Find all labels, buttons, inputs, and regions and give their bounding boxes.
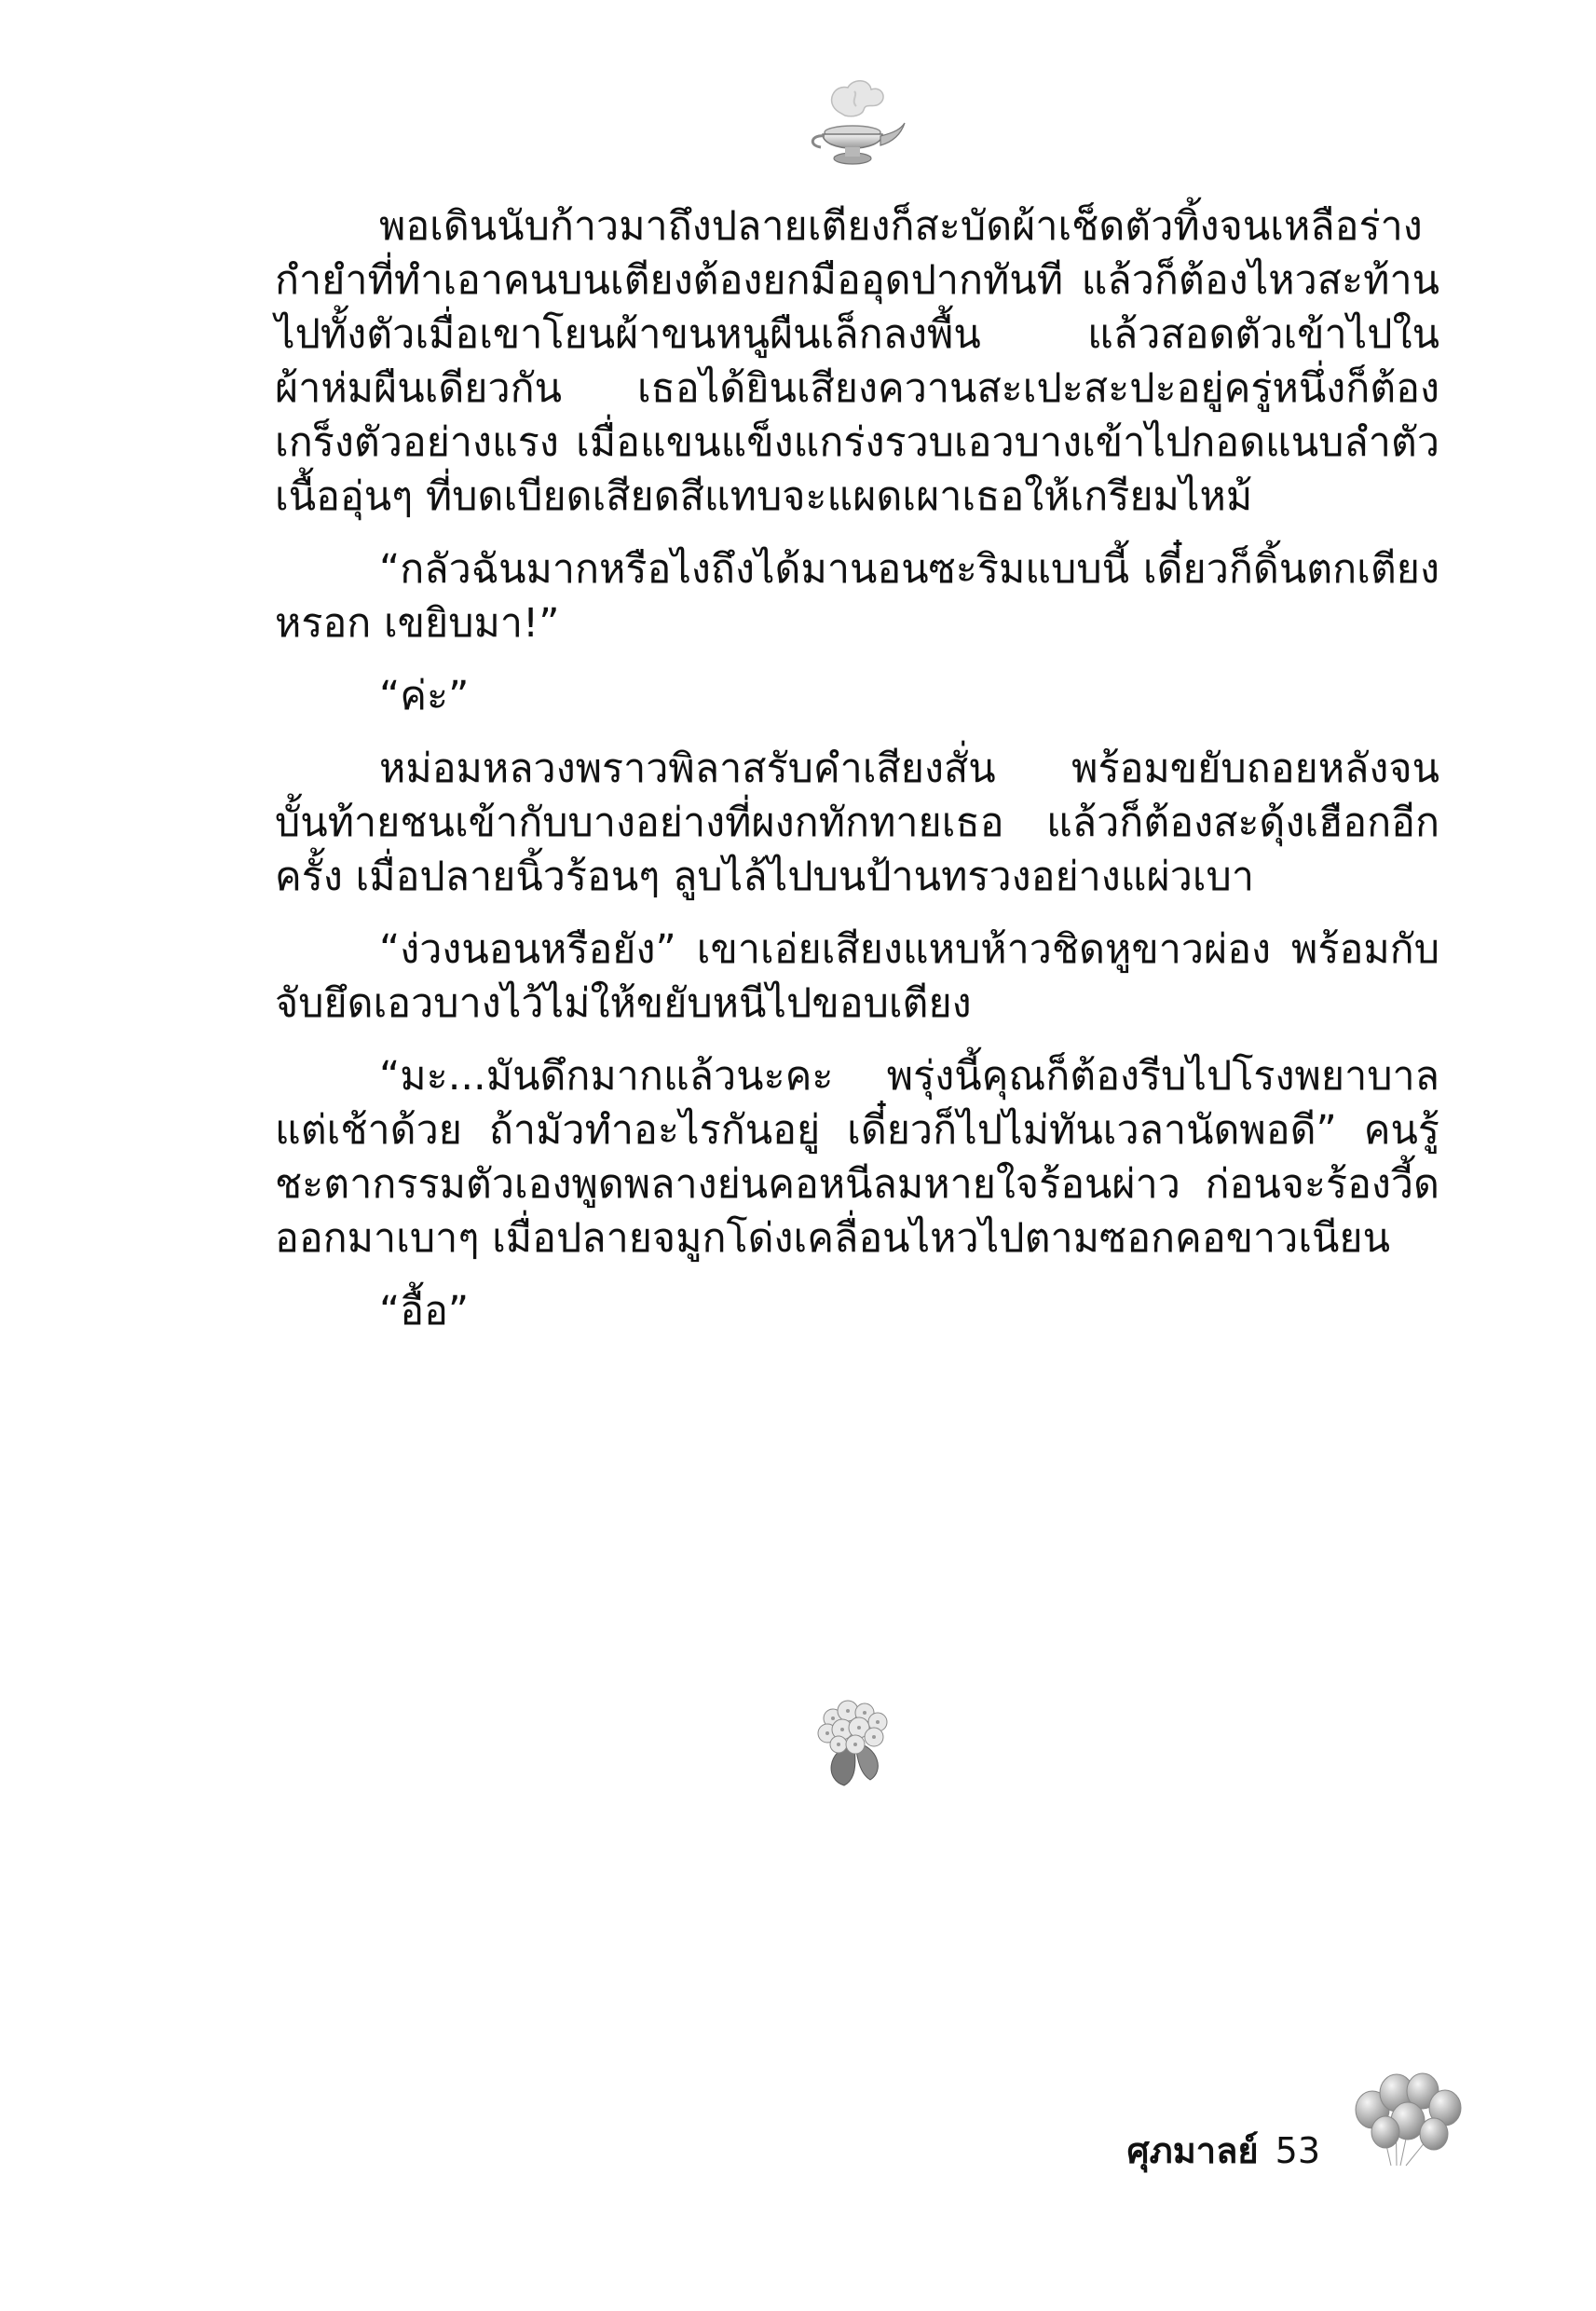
- hydrangea-flower-icon: [788, 1687, 919, 1789]
- page-footer: [1127, 2069, 1475, 2171]
- paragraph-5: “ง่วงนอนหรือยัง” เขาเอ่ยเสียงแหบห้าวชิดหูขาวผ่อง พร้อมกับจับยึดเอวบางไว้ไม่ให้ขยับหนีไปขอบเตียง: [275, 926, 1439, 1027]
- paragraph-6: “มะ...มันดึกมากแล้วนะคะ พรุ่งนี้คุณก็ต้องรีบไปโรงพยาบาลแต่เช้าด้วย ถ้ามัวทำอะไรกันอยู่ เดี๋ยวก็ไปไม่ทันเวลานัดพอดี” คนรู้ชะตากรรมตัวเองพูดพลางย่นคอหนีลมหายใจร้อนผ่าว ก่อนจะร้องวี้ดออกมาเบาๆ เมื่อปลายจมูกโด่งเคลื่อนไหวไปตามซอกคอขาวเนียน: [275, 1053, 1439, 1262]
- paragraph-4: หม่อมหลวงพราวพิลาสรับคำเสียงสั่น พร้อมขยับถอยหลังจนบั้นท้ายชนเข้ากับบางอย่างที่ผงกทักทายเธอ แล้วก็ต้องสะดุ้งเฮือกอีกครั้ง เมื่อปลายนิ้วร้อนๆ ลูบไล้ไปบนป้านทรวงอย่างแผ่วเบา: [275, 745, 1439, 900]
- paragraph-7: “อื้อ”: [379, 1288, 470, 1334]
- paragraph-2: “กลัวฉันมากหรือไงถึงได้มานอนซะริมแบบนี้ เดี๋ยวก็ดิ้นตกเตียงหรอก เขยิบมา!”: [275, 546, 1439, 647]
- magic-lamp-icon: [797, 75, 908, 177]
- balloons-icon: [1344, 2069, 1475, 2171]
- paragraph-1: พอเดินนับก้าวมาถึงปลายเตียงก็สะบัดผ้าเช็ดตัวทิ้งจนเหลือร่างกำยำที่ทำเอาคนบนเตียงต้องยกมืออุดปากทันที แล้วก็ต้องไหวสะท้านไปทั้งตัวเมื่อเขาโยนผ้าขนหนูผืนเล็กลงพื้น แล้วสอดตัวเข้าไปในผ้าห่มผืนเดียวกัน เธอได้ยินเสียงควานสะเปะสะปะอยู่ครู่หนึ่งก็ต้องเกร็งตัวอย่างแรง เมื่อแขนแข็งแกร่งรวบเอวบางเข้าไปกอดแนบลำตัวเนื้ออุ่นๆ ที่บดเบียดเสียดสีแทบจะแผดเผาเธอให้เกรียมไหม้: [275, 203, 1439, 520]
- story-text: [275, 199, 1439, 1351]
- page-number: 53: [1275, 2130, 1320, 2171]
- running-head: ศุภมาลย์: [1126, 2130, 1259, 2171]
- paragraph-3: “ค่ะ”: [379, 673, 470, 719]
